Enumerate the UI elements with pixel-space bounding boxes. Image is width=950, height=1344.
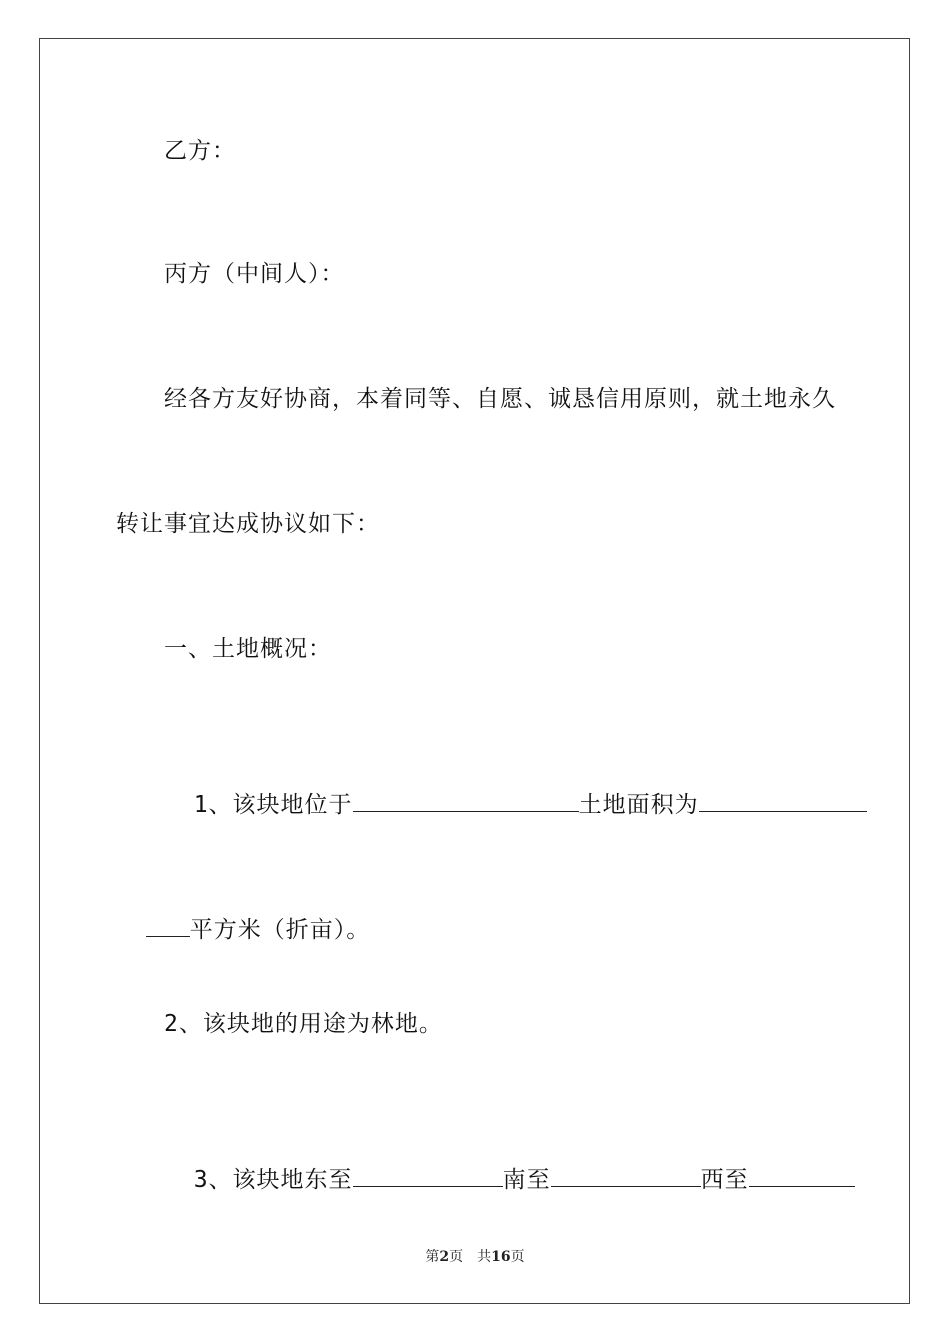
east-blank: [353, 1164, 503, 1187]
party-c-label: 丙方（中间人）：: [164, 261, 345, 287]
page-border: [39, 38, 910, 1304]
party-b-label: 乙方：: [164, 138, 236, 164]
section-heading-land-overview: 一、土地概况：: [164, 636, 332, 662]
footer-suffix: 页: [510, 1249, 525, 1265]
footer-mid: 页 共: [449, 1249, 492, 1265]
item-1-continued: [116, 884, 370, 945]
item-3-west-label: 西至: [700, 1167, 749, 1193]
intro-line-2: 转让事宜达成协议如下：: [116, 511, 380, 537]
page-footer: [0, 1246, 950, 1266]
footer-prefix: 第: [425, 1249, 440, 1265]
item-1-area-label: 土地面积为: [578, 792, 699, 818]
item-1-unit-label: 平方米（折亩）。: [189, 917, 371, 943]
total-pages-number: 16: [491, 1249, 511, 1265]
item-2-line: 2、该块地的用途为林地。: [164, 1011, 443, 1037]
item-1-line: [164, 759, 867, 820]
area-blank-1: [699, 789, 867, 812]
item-1-location-label: 1、该块地位于: [193, 792, 353, 818]
west-blank: [749, 1164, 855, 1187]
item-3-east-label: 3、该块地东至: [193, 1167, 353, 1193]
current-page-number: 2: [439, 1249, 450, 1265]
location-blank: [353, 789, 579, 812]
item-3-south-label: 南至: [502, 1167, 551, 1193]
area-blank-2: [146, 914, 190, 937]
item-3-line: [164, 1134, 855, 1195]
south-blank: [551, 1164, 701, 1187]
intro-line-1: 经各方友好协商，本着同等、自愿、诚恳信用原则，就土地永久: [164, 386, 836, 412]
